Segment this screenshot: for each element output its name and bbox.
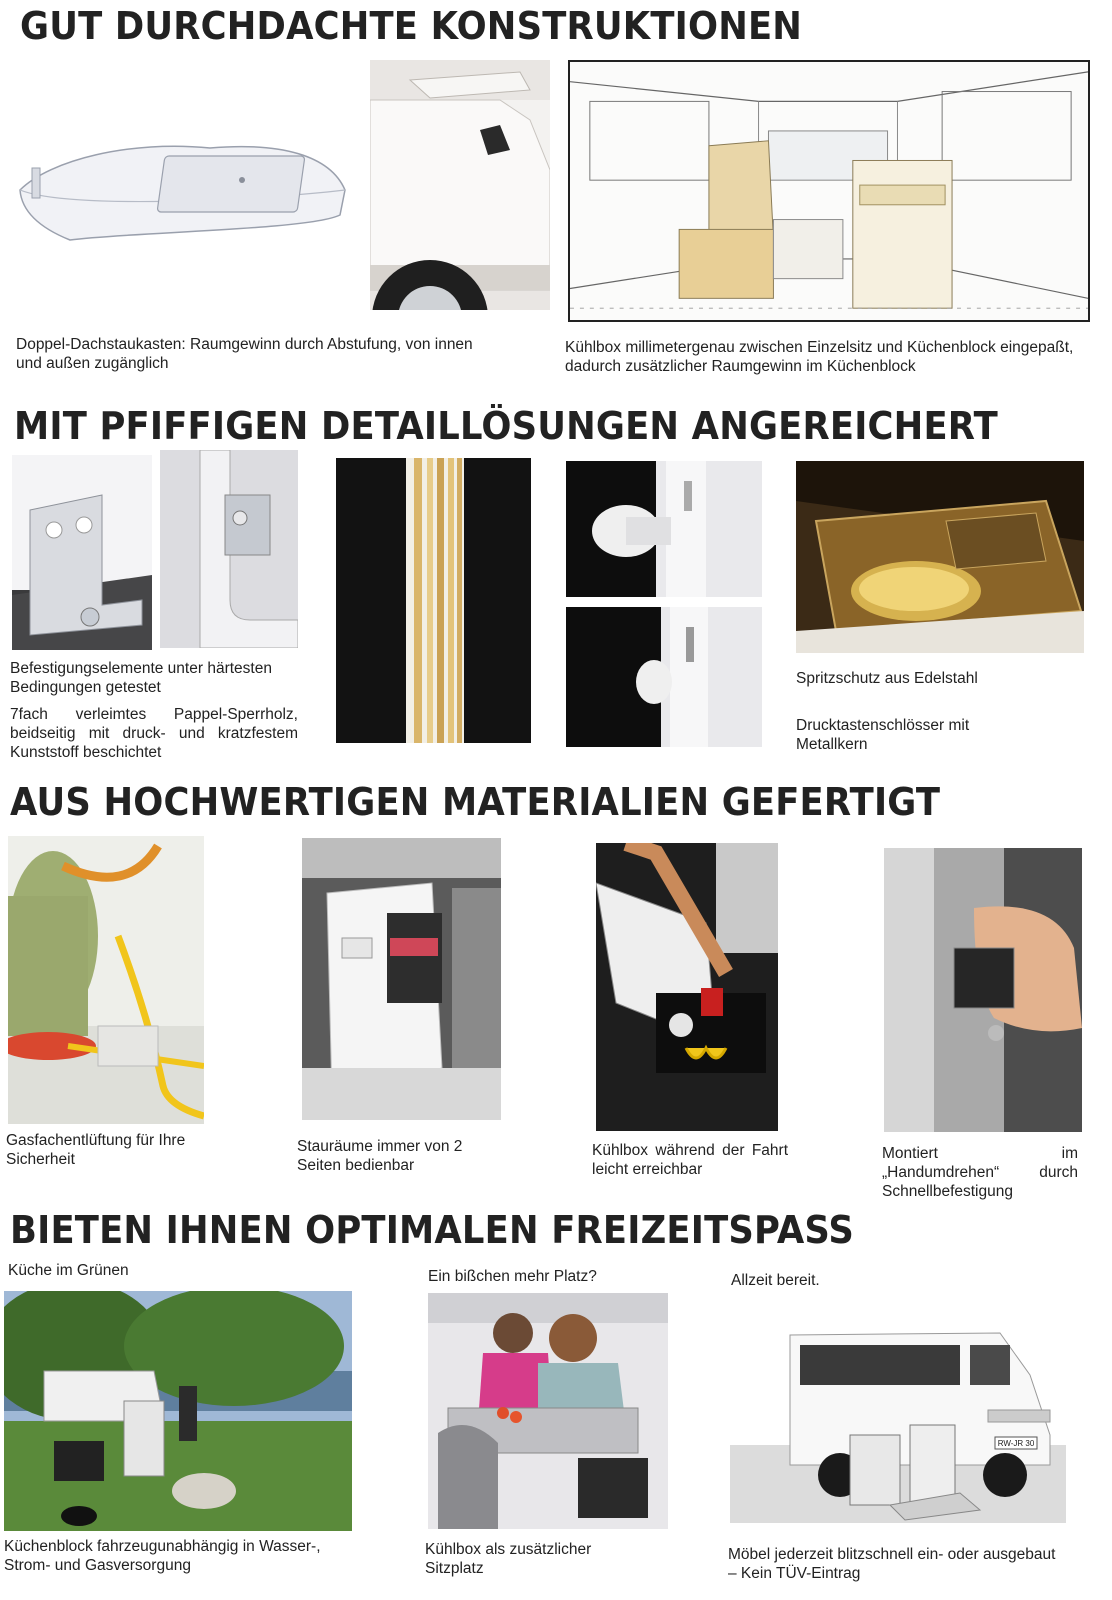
heading-freizeitspass: BIETEN IHNEN OPTIMALEN FREIZEITSPASS bbox=[10, 1208, 855, 1252]
caption-quick-mount: Montiert im „Handumdrehen“ durch Schnellbefestigung bbox=[882, 1145, 1078, 1200]
bracket-photo bbox=[12, 455, 152, 650]
title-kitchen-outdoors: Küche im Grünen bbox=[8, 1262, 129, 1279]
caption-plywood: 7fach verleimtes Pappel-Sperrholz, beidseitig mit druck- und kratzfestem Kunststoff beschichtet bbox=[10, 706, 298, 761]
license-plate: RW-JR 30 bbox=[997, 1439, 1035, 1448]
caption-kitchen-independent: Küchenblock fahrzeugunabhängig in Wasser-, Strom- und Gasversorgung bbox=[4, 1538, 321, 1574]
caption-cool-box-fit: Kühlbox millimetergenau zwischen Einzelsitz und Küchenblock eingepaßt, dadurch zusätzlicher Raumgewinn im Küchenblock bbox=[565, 339, 1074, 375]
title-always-ready: Allzeit bereit. bbox=[731, 1272, 820, 1289]
van-rear-photo bbox=[370, 60, 550, 310]
caption-furniture-removable: Möbel jederzeit blitzschnell ein- oder ausgebaut – Kein TÜV-Eintrag bbox=[728, 1546, 1056, 1582]
caption-splash-guard: Spritzschutz aus Edelstahl bbox=[796, 670, 978, 687]
caption-storage-two-sides: Stauräume immer von 2 Seiten bedienbar bbox=[297, 1138, 463, 1174]
cool-box-driving-photo bbox=[596, 843, 778, 1131]
title-more-space: Ein bißchen mehr Platz? bbox=[428, 1268, 597, 1285]
heading-materialien: AUS HOCHWERTIGEN MATERIALIEN GEFERTIGT bbox=[10, 780, 941, 824]
heading-konstruktionen: GUT DURCHDACHTE KONSTRUKTIONEN bbox=[20, 4, 803, 48]
caption-cool-box-reachable: Kühlbox während der Fahrt leicht erreichbar bbox=[592, 1142, 788, 1178]
heading-detailloesungen: MIT PFIFFIGEN DETAILLÖSUNGEN ANGEREICHERT bbox=[14, 404, 998, 448]
caption-fasteners: Befestigungselemente unter härtesten Bedingungen getestet bbox=[10, 660, 272, 696]
gas-compartment-photo bbox=[8, 836, 204, 1124]
roof-box-illustration bbox=[10, 120, 355, 245]
outdoor-kitchen-photo bbox=[4, 1291, 352, 1531]
push-lock-photo-2 bbox=[566, 607, 762, 747]
quick-mount-photo bbox=[884, 848, 1082, 1132]
interior-sketch bbox=[568, 60, 1090, 322]
push-lock-photo-1 bbox=[566, 461, 762, 597]
caption-cool-box-seat: Kühlbox als zusätzlicher Sitzplatz bbox=[425, 1541, 592, 1577]
caption-gas-ventilation: Gasfachentlüftung für Ihre Sicherheit bbox=[6, 1132, 186, 1168]
seat-cool-box-photo bbox=[428, 1293, 668, 1529]
caption-roof-box: Doppel-Dachstaukasten: Raumgewinn durch Abstufung, von innen und außen zugänglich bbox=[16, 336, 473, 372]
bracket-mounted-photo bbox=[160, 450, 298, 648]
caption-push-locks: Drucktastenschlösser mit Metallkern bbox=[796, 717, 970, 753]
plywood-edge-photo bbox=[336, 458, 531, 743]
storage-compartment-photo bbox=[302, 838, 501, 1120]
stainless-splash-guard-photo bbox=[796, 461, 1084, 653]
van-with-furniture-photo bbox=[730, 1315, 1066, 1523]
